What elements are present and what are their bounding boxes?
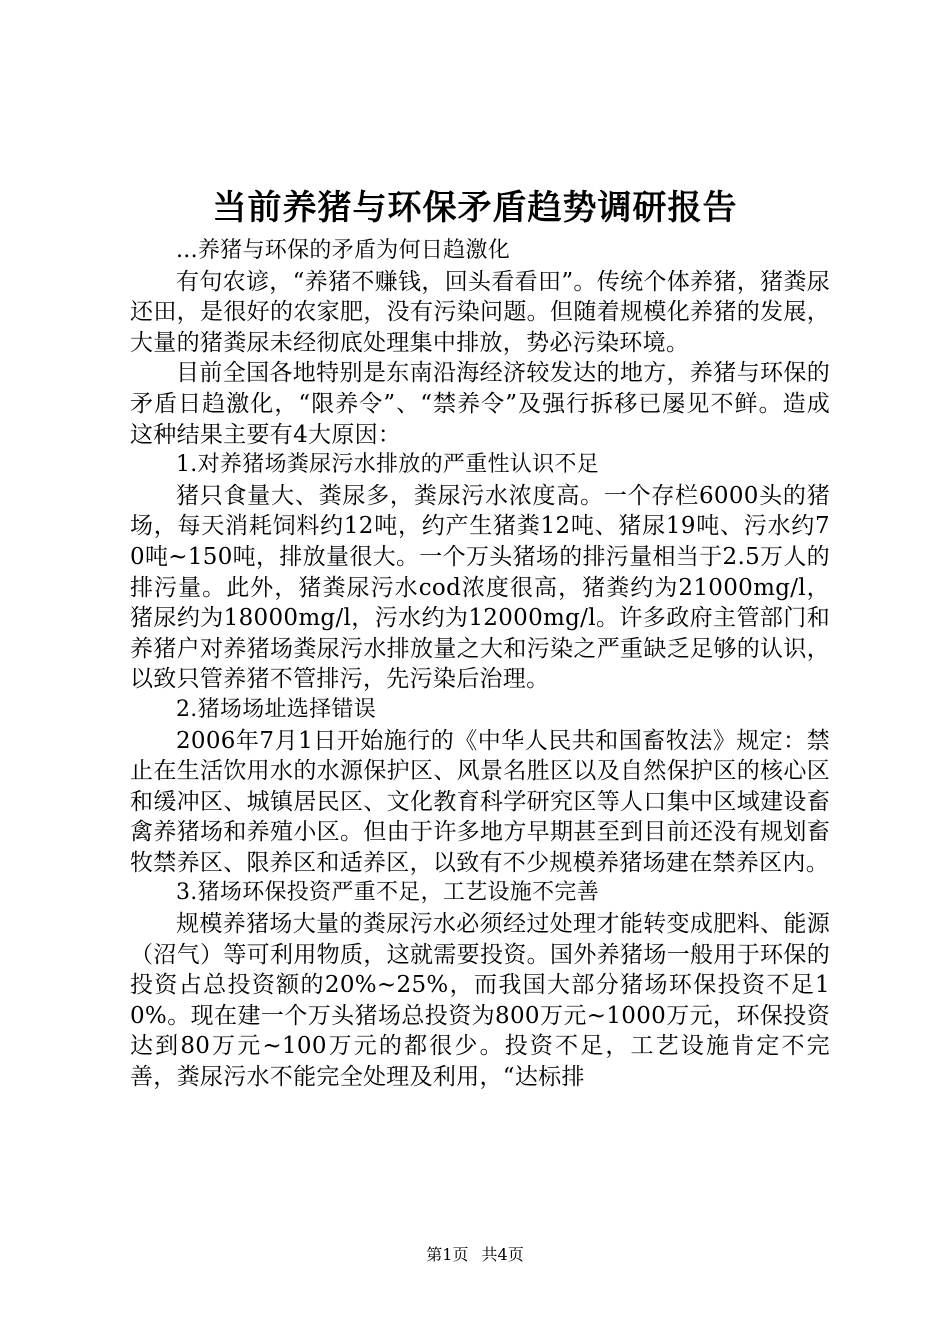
body-paragraph: 目前全国各地特别是东南沿海经济较发达的地方，养猪与环保的矛盾日趋激化，“限养令”、“禁养令”及强行拆移已屡见不鲜。造成这种结果主要有4大原因：	[130, 360, 830, 448]
page-footer	[0, 1244, 950, 1266]
page-total: 共4页	[481, 1245, 524, 1264]
section-heading: 3.猪场环保投资严重不足，工艺设施不完善	[176, 880, 599, 906]
section-heading: 2.猪场场址选择错误	[176, 696, 376, 722]
document-title: 当前养猪与环保矛盾趋势调研报告	[212, 188, 738, 228]
document-body	[130, 236, 830, 1093]
body-paragraph: 2006年7月1日开始施行的《中华人民共和国畜牧法》规定：禁止在生活饮用水的水源保护区、风景名胜区以及自然保护区的核心区和缓冲区、城镇居民区、文化教育科学研究区等人口集中区域建设畜禽养猪场和养殖小区。但由于许多地方早期甚至到目前还没有规划畜牧禁养区、限养区和适养区，以致有不少规模养猪场建在禁养区内。	[130, 727, 830, 876]
page-number: 第1页	[426, 1245, 469, 1264]
section-heading: 1.对养猪场粪尿污水排放的严重性认识不足	[176, 452, 599, 478]
body-paragraph: 规模养猪场大量的粪尿污水必须经过处理才能转变成肥料、能源（沼气）等可利用物质，这就需要投资。国外养猪场一般用于环保的投资占总投资额的20%~25%，而我国大部分猪场环保投资不足10%。现在建一个万头猪场总投资为800万元~1000万元，环保投资达到80万元~100万元的都很少。投资不足，工艺设施肯定不完善，粪尿污水不能完全处理及利用，“达标排	[130, 911, 830, 1091]
section-heading: ...养猪与环保的矛盾为何日趋激化	[176, 238, 511, 263]
body-paragraph: 猪只食量大、粪尿多，粪尿污水浓度高。一个存栏6000头的猪场，每天消耗饲料约12吨，约产生猪粪12吨、猪尿19吨、污水约70吨~150吨，排放量很大。一个万头猪场的排污量相当于2.5万人的排污量。此外，猪粪尿污水cod浓度很高，猪粪约为21000mg/l，猪尿约为18000mg/l，污水约为12000mg/l。许多政府主管部门和养猪户对养猪场粪尿污水排放量之大和污染之严重缺乏足够的认识，以致只管养猪不管排污，先污染后治理。	[130, 482, 830, 693]
body-paragraph: 有句农谚，“养猪不赚钱，回头看看田”。传统个体养猪，猪粪尿还田，是很好的农家肥，没有污染问题。但随着规模化养猪的发展，大量的猪粪尿未经彻底处理集中排放，势必污染环境。	[130, 268, 830, 356]
